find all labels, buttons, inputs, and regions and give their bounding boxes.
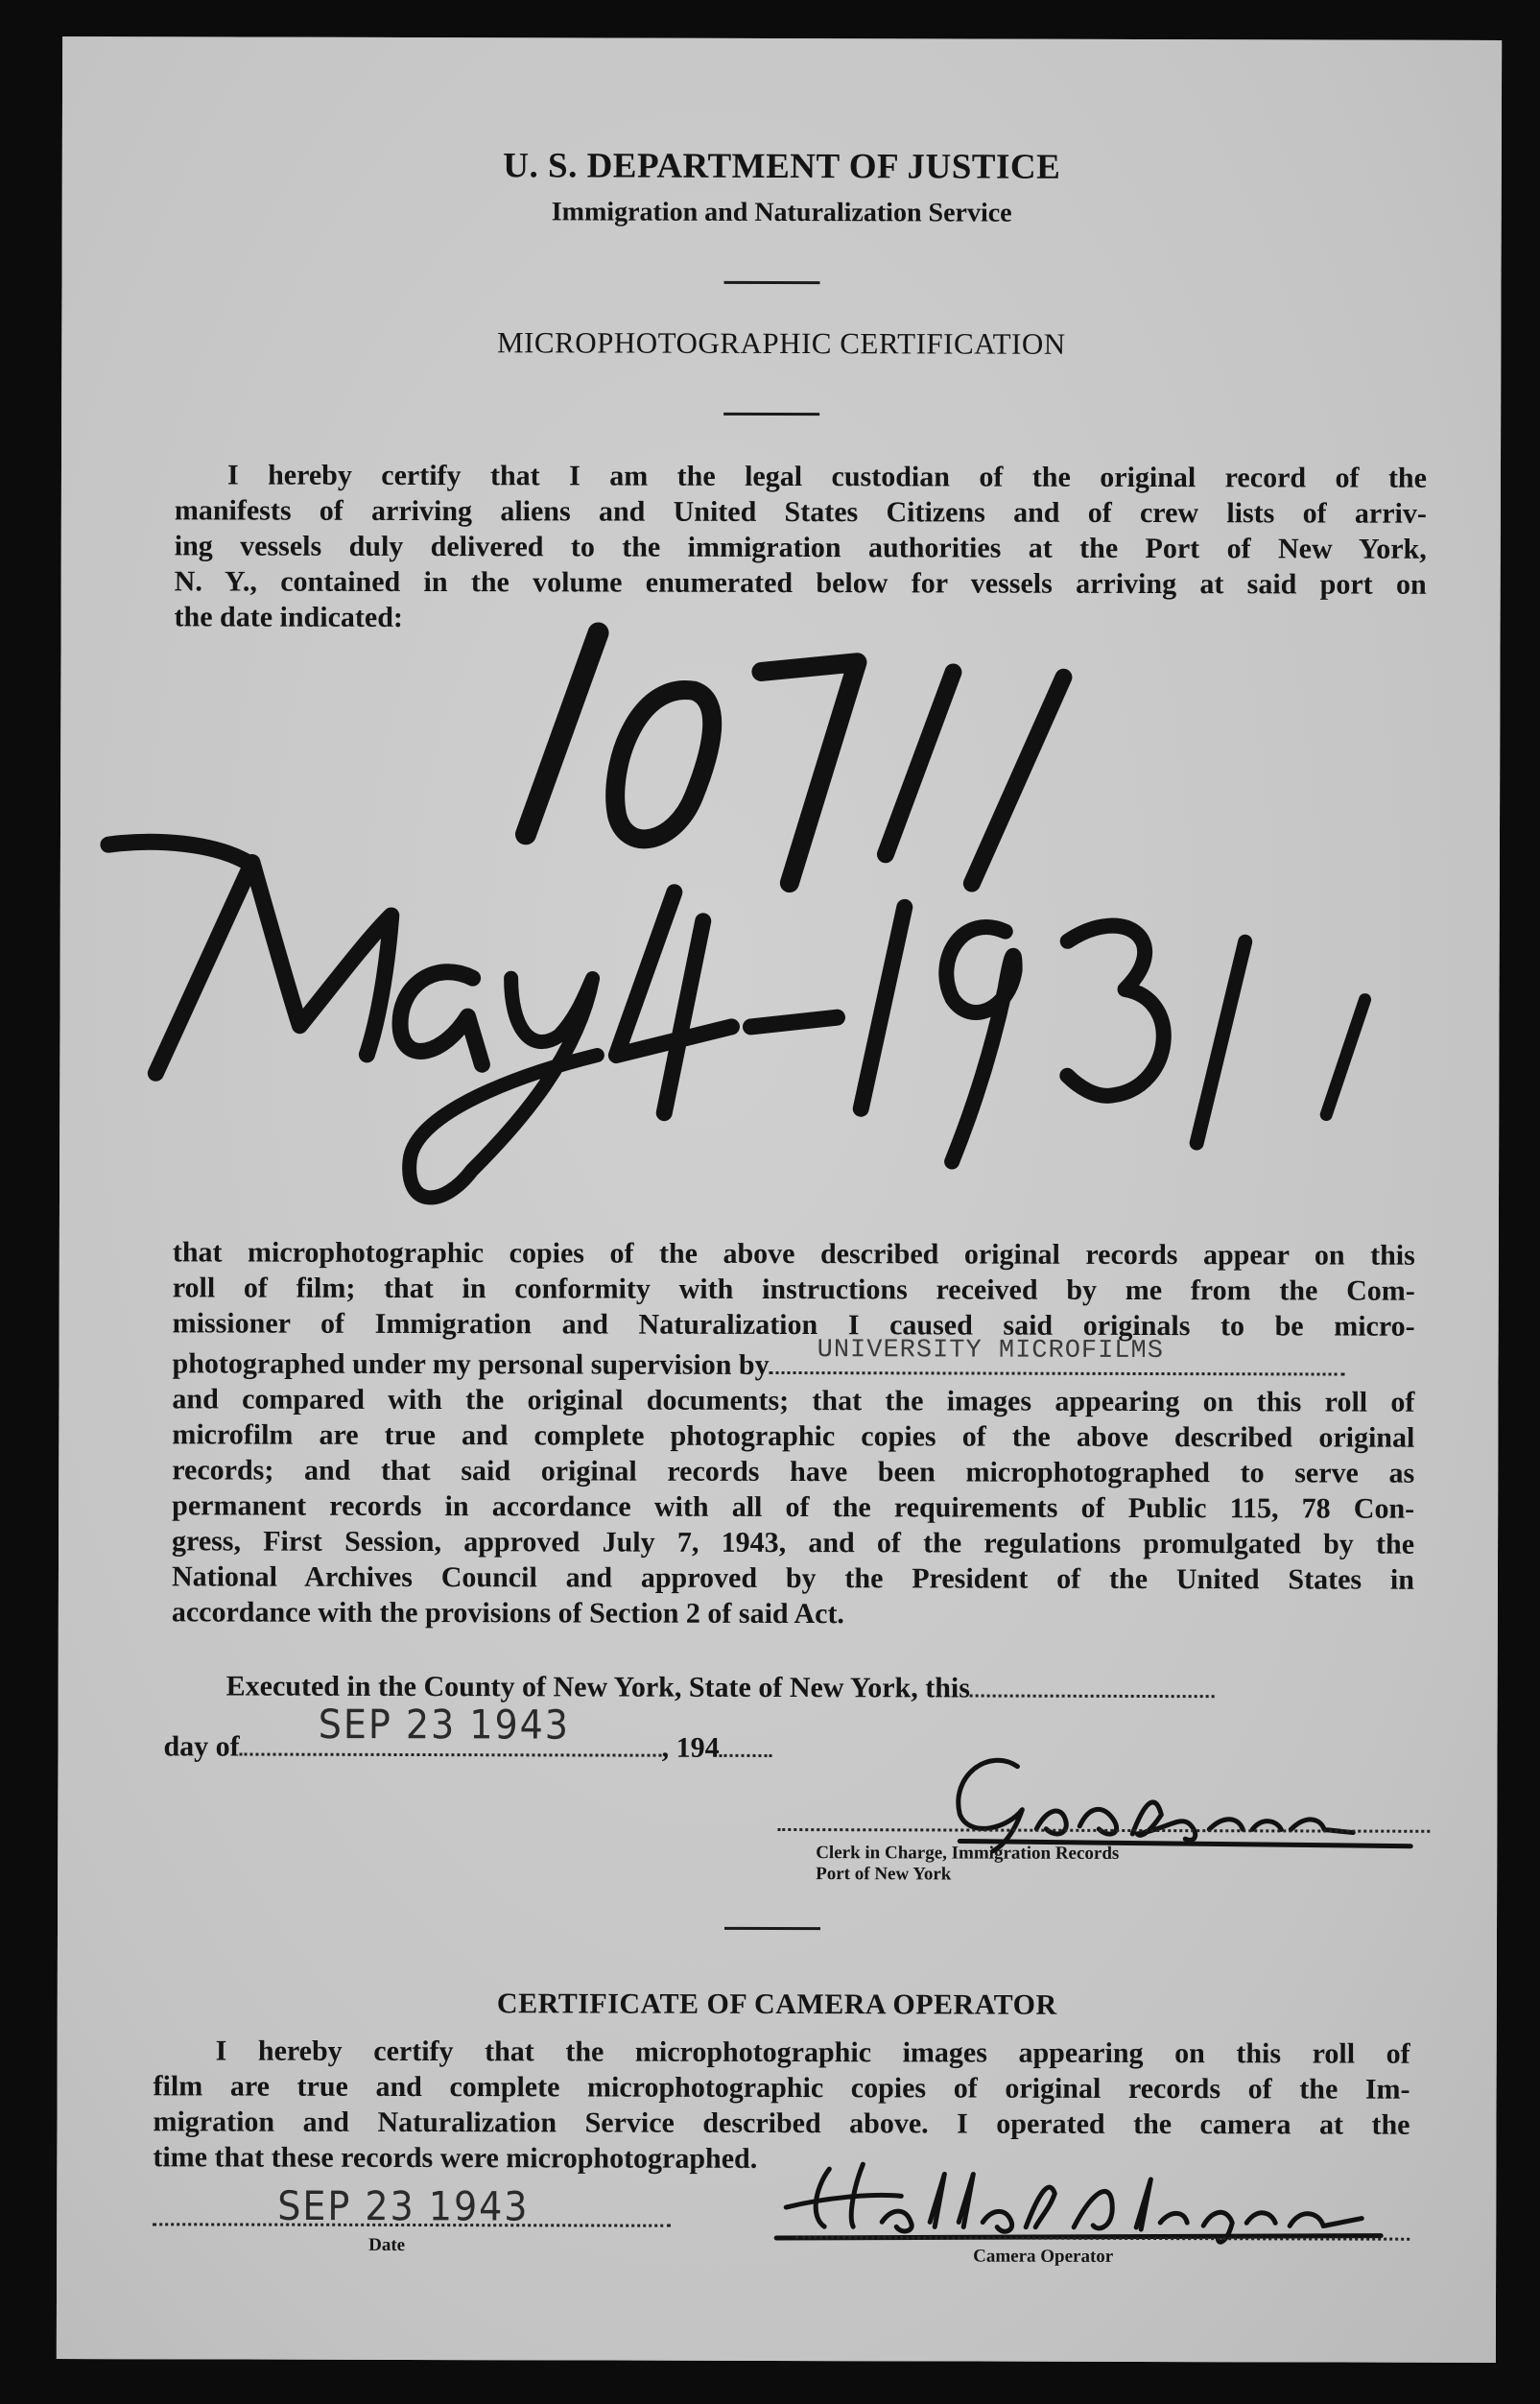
paragraph-line: migration and Naturalization Service described above. I operated the camera at the	[153, 2106, 1410, 2141]
certificate-page	[57, 36, 1502, 2363]
paragraph-line: that microphotographic copies of the above described original records appear on this	[172, 1236, 1415, 1272]
paragraph-line: ing vessels duly delivered to the immigration authorities at the Port of New York,	[174, 530, 1427, 565]
clerk-title-line2: Port of New York	[816, 1864, 952, 1885]
operator-stamped-date: SEP 23 1943	[277, 2182, 530, 2230]
camera-operator-label: Camera Operator	[973, 2246, 1114, 2267]
title-divider	[723, 413, 819, 416]
paragraph-line: time that these records were microphotographed.	[153, 2141, 758, 2175]
camera-operator-signature	[767, 2150, 1438, 2257]
paragraph-line: I hereby certify that I am the legal custodian of the original record of the	[226, 459, 1428, 494]
date-label: Date	[368, 2234, 406, 2255]
paragraph-line: National Archives Council and approved by the President of the United States in	[171, 1560, 1415, 1596]
clerk-title	[816, 1843, 1119, 1886]
section-divider	[724, 1927, 820, 1930]
day-of-field	[240, 1701, 662, 1757]
microfilmer-name: UNIVERSITY MICROFILMS	[817, 1336, 1164, 1367]
paragraph-line: roll of film; that in conformity with instructions received by me from the Com-	[172, 1272, 1415, 1307]
microfilmer-field	[770, 1336, 1345, 1376]
day-of-label: day of	[163, 1730, 240, 1763]
paragraph-line: missioner of Immigration and Naturalization I caused said originals to be micro-	[172, 1307, 1415, 1343]
paragraph-line: and compared with the original documents; that the images appearing on this roll of	[172, 1383, 1415, 1418]
microfilm-paragraph	[172, 1234, 1415, 1632]
camera-certificate-title: CERTIFICATE OF CAMERA OPERATOR	[496, 1987, 1057, 2021]
paragraph-line: I hereby certify that the microphotographic images appearing on this roll of	[215, 2035, 1410, 2070]
header-divider	[723, 281, 819, 284]
paragraph-line: records; and that said original records have been microphotographed to serve as	[172, 1454, 1415, 1489]
supervision-prefix: photographed under my personal supervision by	[172, 1347, 770, 1381]
paragraph-line: microfilm are true and complete photographic copies of the above described original	[172, 1418, 1415, 1454]
handwritten-volume-date	[59, 574, 1501, 1230]
department-heading: U. S. DEPARTMENT OF JUSTICE	[503, 146, 1061, 187]
paragraph-line: permanent records in accordance with all of the requirements of Public 115, 78 Con-	[172, 1489, 1415, 1525]
year-field	[720, 1754, 772, 1757]
day-of-line	[163, 1701, 835, 1766]
form-title: MICROPHOTOGRAPHIC CERTIFICATION	[496, 325, 1066, 361]
paragraph-line: the date indicated:	[174, 601, 403, 633]
paragraph-line: manifests of arriving aliens and United States Citizens and of crew lists of arriv-	[174, 494, 1427, 530]
service-subheading: Immigration and Naturalization Service	[551, 197, 1012, 228]
paragraph-line: film are true and complete microphotographic copies of original records of the Im-	[153, 2070, 1410, 2106]
clerk-title-line1: Clerk in Charge, Immigration Records	[816, 1843, 1120, 1864]
year-prefix: , 194	[661, 1731, 720, 1764]
paragraph-line: gress, First Session, approved July 7, 1943, and of the regulations promulgated by the	[172, 1525, 1415, 1560]
execution-stamped-date: SEP 23 1943	[318, 1701, 571, 1749]
paragraph-line: N. Y., contained in the volume enumerated below for vessels arriving at said port on	[174, 565, 1427, 601]
executed-text: Executed in the County of New York, State of New York, this	[225, 1670, 970, 1704]
paragraph-line: accordance with the provisions of Section 2 of said Act.	[171, 1596, 845, 1630]
executed-day-field	[970, 1695, 1215, 1699]
